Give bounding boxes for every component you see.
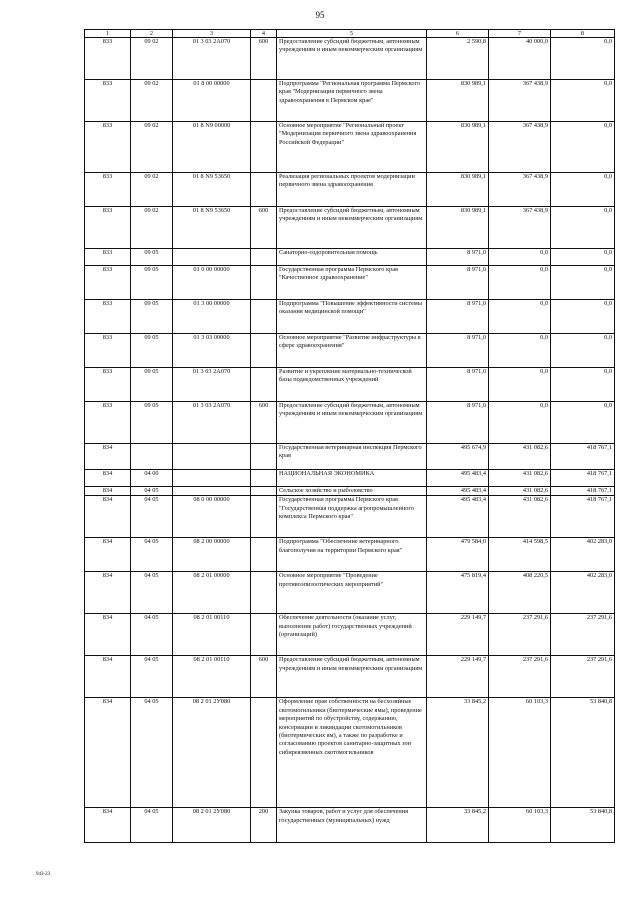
amount-3: 237 291,6 bbox=[551, 614, 615, 656]
amount-2: 0,0 bbox=[489, 249, 551, 266]
amount-3: 418 767,1 bbox=[551, 496, 615, 538]
item-name: Обеспечение деятельности (оказание услуг, выполнение работ) государственных учреждений (организаций) bbox=[277, 614, 427, 656]
table-row bbox=[85, 496, 615, 538]
amount-1: 830 989,1 bbox=[427, 173, 489, 207]
admin-code: 833 bbox=[85, 38, 131, 80]
target-item: 08 2 01 00110 bbox=[173, 656, 251, 698]
amount-3: 53 840,8 bbox=[551, 808, 615, 843]
expense-type bbox=[251, 496, 277, 538]
target-item bbox=[173, 444, 251, 470]
amount-3: 418 767,1 bbox=[551, 470, 615, 487]
amount-2: 60 103,3 bbox=[489, 808, 551, 843]
section-code: 09 05 bbox=[131, 300, 173, 334]
target-item: 01 3 03 2А070 bbox=[173, 368, 251, 402]
item-name: Государственная ветеринарная инспекция Пермского края bbox=[277, 444, 427, 470]
amount-1: 2 590,8 bbox=[427, 38, 489, 80]
section-code: 09 05 bbox=[131, 334, 173, 368]
section-code bbox=[131, 444, 173, 470]
expense-type: 200 bbox=[251, 808, 277, 843]
item-name: Подпрограмма "Повышение эффективности системы оказания медицинской помощи" bbox=[277, 300, 427, 334]
amount-3: 0,0 bbox=[551, 207, 615, 249]
amount-1: 475 819,4 bbox=[427, 572, 489, 614]
amount-2: 60 103,3 bbox=[489, 698, 551, 808]
admin-code: 833 bbox=[85, 122, 131, 173]
table-row bbox=[85, 266, 615, 300]
amount-1: 495 483,4 bbox=[427, 496, 489, 538]
target-item bbox=[173, 487, 251, 496]
table-row bbox=[85, 122, 615, 173]
target-item: 01 3 00 00000 bbox=[173, 300, 251, 334]
item-name: Государственная программа Пермского края "Государственная поддержка агропромышленного комплекса Пермского края" bbox=[277, 496, 427, 538]
amount-2: 431 082,6 bbox=[489, 487, 551, 496]
item-name: Развитие и укрепление материально-технической базы подведомственных учреждений bbox=[277, 368, 427, 402]
amount-2: 40 000,0 bbox=[489, 38, 551, 80]
col-header: 7 bbox=[489, 30, 551, 38]
amount-1: 229 149,7 bbox=[427, 656, 489, 698]
amount-3: 0,0 bbox=[551, 368, 615, 402]
item-name: Сельское хозяйство и рыболовство bbox=[277, 487, 427, 496]
target-item: 01 3 03 2А070 bbox=[173, 402, 251, 444]
amount-3: 0,0 bbox=[551, 173, 615, 207]
item-name: Закупка товаров, работ и услуг для обеспечения государственных (муниципальных) нужд bbox=[277, 808, 427, 843]
expense-type: 600 bbox=[251, 402, 277, 444]
section-code: 04 05 bbox=[131, 538, 173, 572]
amount-3: 418 767,1 bbox=[551, 444, 615, 470]
expense-type bbox=[251, 470, 277, 487]
amount-2: 237 291,6 bbox=[489, 656, 551, 698]
amount-2: 0,0 bbox=[489, 368, 551, 402]
table-row bbox=[85, 808, 615, 843]
amount-1: 8 971,0 bbox=[427, 300, 489, 334]
table-row bbox=[85, 402, 615, 444]
amount-3: 0,0 bbox=[551, 300, 615, 334]
amount-1: 495 483,4 bbox=[427, 470, 489, 487]
section-code: 04 05 bbox=[131, 614, 173, 656]
amount-2: 431 082,6 bbox=[489, 496, 551, 538]
expense-type bbox=[251, 334, 277, 368]
expense-type: 600 bbox=[251, 656, 277, 698]
table-row bbox=[85, 470, 615, 487]
admin-code: 834 bbox=[85, 444, 131, 470]
section-code: 09 05 bbox=[131, 249, 173, 266]
col-header: 5 bbox=[277, 30, 427, 38]
admin-code: 834 bbox=[85, 496, 131, 538]
section-code: 04 05 bbox=[131, 487, 173, 496]
section-code: 09 05 bbox=[131, 266, 173, 300]
page-number: 95 bbox=[315, 10, 325, 20]
budget-table bbox=[84, 29, 615, 843]
amount-2: 0,0 bbox=[489, 334, 551, 368]
amount-1: 830 989,1 bbox=[427, 122, 489, 173]
item-name: Реализация региональных проектов модернизации первичного звена здравоохранения bbox=[277, 173, 427, 207]
amount-3: 418 767,1 bbox=[551, 487, 615, 496]
col-header: 8 bbox=[551, 30, 615, 38]
item-name: Подпрограмма "Региональная программа Пермского края "Модернизация первичного звена здравоохранения в Пермском крае" bbox=[277, 80, 427, 122]
admin-code: 834 bbox=[85, 487, 131, 496]
target-item: 08 0 00 00000 bbox=[173, 496, 251, 538]
admin-code: 833 bbox=[85, 173, 131, 207]
item-name: Предоставление субсидий бюджетным, автономным учреждениям и иным некоммерческим организациям bbox=[277, 38, 427, 80]
amount-2: 431 082,6 bbox=[489, 444, 551, 470]
col-header: 6 bbox=[427, 30, 489, 38]
col-header: 1 bbox=[85, 30, 131, 38]
admin-code: 833 bbox=[85, 402, 131, 444]
section-code: 04 00 bbox=[131, 470, 173, 487]
amount-2: 431 082,6 bbox=[489, 470, 551, 487]
expense-type bbox=[251, 173, 277, 207]
amount-2: 408 220,5 bbox=[489, 572, 551, 614]
item-name: Предоставление субсидий бюджетным, автономным учреждениям и иным некоммерческим организациям bbox=[277, 207, 427, 249]
amount-1: 8 971,0 bbox=[427, 368, 489, 402]
admin-code: 834 bbox=[85, 656, 131, 698]
item-name: Оформление прав собственности на бесхозяйные скотомогильники (биотермические ямы), проведение мероприятий по обустройству, содержанию, консервации и ликвидации скотомогильников (биотермических ям), а также по разработке и согласованию проектов санитарно-защитных зон сибиреязвенных скотомогильников bbox=[277, 698, 427, 808]
table-row bbox=[85, 173, 615, 207]
amount-3: 237 291,6 bbox=[551, 656, 615, 698]
expense-type bbox=[251, 249, 277, 266]
target-item: 08 2 01 2У080 bbox=[173, 698, 251, 808]
expense-type bbox=[251, 80, 277, 122]
table-row bbox=[85, 249, 615, 266]
section-code: 04 05 bbox=[131, 656, 173, 698]
table-row bbox=[85, 38, 615, 80]
col-header: 3 bbox=[173, 30, 251, 38]
admin-code: 834 bbox=[85, 470, 131, 487]
item-name: Предоставление субсидий бюджетным, автономным учреждениям и иным некоммерческим организациям bbox=[277, 656, 427, 698]
expense-type bbox=[251, 368, 277, 402]
amount-3: 0,0 bbox=[551, 334, 615, 368]
table-row bbox=[85, 207, 615, 249]
table-row bbox=[85, 698, 615, 808]
section-code: 09 02 bbox=[131, 207, 173, 249]
admin-code: 833 bbox=[85, 300, 131, 334]
expense-type bbox=[251, 698, 277, 808]
table-row bbox=[85, 334, 615, 368]
amount-2: 367 438,9 bbox=[489, 122, 551, 173]
section-code: 09 02 bbox=[131, 122, 173, 173]
target-item: 01 3 03 00000 bbox=[173, 334, 251, 368]
item-name: НАЦИОНАЛЬНАЯ ЭКОНОМИКА bbox=[277, 470, 427, 487]
expense-type: 600 bbox=[251, 38, 277, 80]
amount-1: 830 989,1 bbox=[427, 80, 489, 122]
table-header-row bbox=[85, 30, 615, 38]
amount-3: 0,0 bbox=[551, 249, 615, 266]
amount-1: 33 845,2 bbox=[427, 698, 489, 808]
item-name: Предоставление субсидий бюджетным, автономным учреждениям и иным некоммерческим организациям bbox=[277, 402, 427, 444]
expense-type bbox=[251, 487, 277, 496]
admin-code: 834 bbox=[85, 808, 131, 843]
col-header: 4 bbox=[251, 30, 277, 38]
table-row bbox=[85, 572, 615, 614]
item-name: Подпрограмма "Обеспечение ветеринарного благополучия на территории Пермского края" bbox=[277, 538, 427, 572]
amount-3: 0,0 bbox=[551, 38, 615, 80]
amount-3: 402 283,0 bbox=[551, 572, 615, 614]
section-code: 09 02 bbox=[131, 38, 173, 80]
target-item bbox=[173, 470, 251, 487]
section-code: 04 05 bbox=[131, 698, 173, 808]
expense-type bbox=[251, 614, 277, 656]
amount-3: 0,0 bbox=[551, 122, 615, 173]
amount-3: 0,0 bbox=[551, 402, 615, 444]
expense-type bbox=[251, 538, 277, 572]
item-name: Государственная программа Пермского края "Качественное здравоохранение" bbox=[277, 266, 427, 300]
amount-2: 367 438,9 bbox=[489, 173, 551, 207]
target-item: 08 2 01 00000 bbox=[173, 572, 251, 614]
amount-1: 495 674,9 bbox=[427, 444, 489, 470]
amount-1: 479 584,0 bbox=[427, 538, 489, 572]
expense-type bbox=[251, 122, 277, 173]
table-row bbox=[85, 538, 615, 572]
amount-3: 53 840,8 bbox=[551, 698, 615, 808]
admin-code: 834 bbox=[85, 614, 131, 656]
item-name: Основное мероприятие "Развитие инфраструктуры в сфере здравоохранения" bbox=[277, 334, 427, 368]
admin-code: 833 bbox=[85, 368, 131, 402]
section-code: 09 02 bbox=[131, 80, 173, 122]
admin-code: 833 bbox=[85, 249, 131, 266]
admin-code: 834 bbox=[85, 572, 131, 614]
target-item: 01 8 N9 00000 bbox=[173, 122, 251, 173]
section-code: 04 05 bbox=[131, 572, 173, 614]
amount-2: 367 438,9 bbox=[489, 207, 551, 249]
amount-1: 8 971,0 bbox=[427, 266, 489, 300]
target-item: 01 8 00 00000 bbox=[173, 80, 251, 122]
admin-code: 833 bbox=[85, 80, 131, 122]
amount-3: 0,0 bbox=[551, 80, 615, 122]
amount-1: 8 971,0 bbox=[427, 334, 489, 368]
target-item: 01 8 N9 53650 bbox=[173, 173, 251, 207]
target-item: 01 3 03 2А070 bbox=[173, 38, 251, 80]
amount-2: 237 291,6 bbox=[489, 614, 551, 656]
amount-2: 367 438,9 bbox=[489, 80, 551, 122]
footer-code: 943-23 bbox=[36, 872, 51, 877]
target-item bbox=[173, 249, 251, 266]
section-code: 04 05 bbox=[131, 496, 173, 538]
table-row bbox=[85, 614, 615, 656]
expense-type bbox=[251, 300, 277, 334]
target-item: 08 2 01 2У080 bbox=[173, 808, 251, 843]
admin-code: 833 bbox=[85, 207, 131, 249]
table-row bbox=[85, 80, 615, 122]
amount-2: 0,0 bbox=[489, 266, 551, 300]
section-code: 04 05 bbox=[131, 808, 173, 843]
target-item: 01 0 00 00000 bbox=[173, 266, 251, 300]
target-item: 08 2 01 00110 bbox=[173, 614, 251, 656]
amount-1: 830 989,1 bbox=[427, 207, 489, 249]
col-header: 2 bbox=[131, 30, 173, 38]
section-code: 09 02 bbox=[131, 173, 173, 207]
amount-2: 0,0 bbox=[489, 402, 551, 444]
item-name: Основное мероприятие "Региональный проект "Модернизация первичного звена здравоохранения Российской Федерации" bbox=[277, 122, 427, 173]
expense-type bbox=[251, 266, 277, 300]
admin-code: 834 bbox=[85, 538, 131, 572]
section-code: 09 05 bbox=[131, 368, 173, 402]
amount-2: 414 598,5 bbox=[489, 538, 551, 572]
expense-type bbox=[251, 572, 277, 614]
amount-1: 495 483,4 bbox=[427, 487, 489, 496]
amount-1: 8 971,0 bbox=[427, 249, 489, 266]
expense-type: 600 bbox=[251, 207, 277, 249]
amount-2: 0,0 bbox=[489, 300, 551, 334]
table-row bbox=[85, 487, 615, 496]
item-name: Санаторно-оздоровительная помощь bbox=[277, 249, 427, 266]
expense-type bbox=[251, 444, 277, 470]
amount-1: 33 845,2 bbox=[427, 808, 489, 843]
table-row bbox=[85, 300, 615, 334]
admin-code: 833 bbox=[85, 266, 131, 300]
table-row bbox=[85, 368, 615, 402]
table-row bbox=[85, 444, 615, 470]
amount-3: 402 283,0 bbox=[551, 538, 615, 572]
amount-1: 8 971,0 bbox=[427, 402, 489, 444]
item-name: Основное мероприятие "Проведение противоэпизоотических мероприятий" bbox=[277, 572, 427, 614]
table-row bbox=[85, 656, 615, 698]
amount-3: 0,0 bbox=[551, 266, 615, 300]
target-item: 08 2 00 00000 bbox=[173, 538, 251, 572]
target-item: 01 8 N9 53650 bbox=[173, 207, 251, 249]
admin-code: 833 bbox=[85, 334, 131, 368]
section-code: 09 05 bbox=[131, 402, 173, 444]
amount-1: 229 149,7 bbox=[427, 614, 489, 656]
admin-code: 834 bbox=[85, 698, 131, 808]
